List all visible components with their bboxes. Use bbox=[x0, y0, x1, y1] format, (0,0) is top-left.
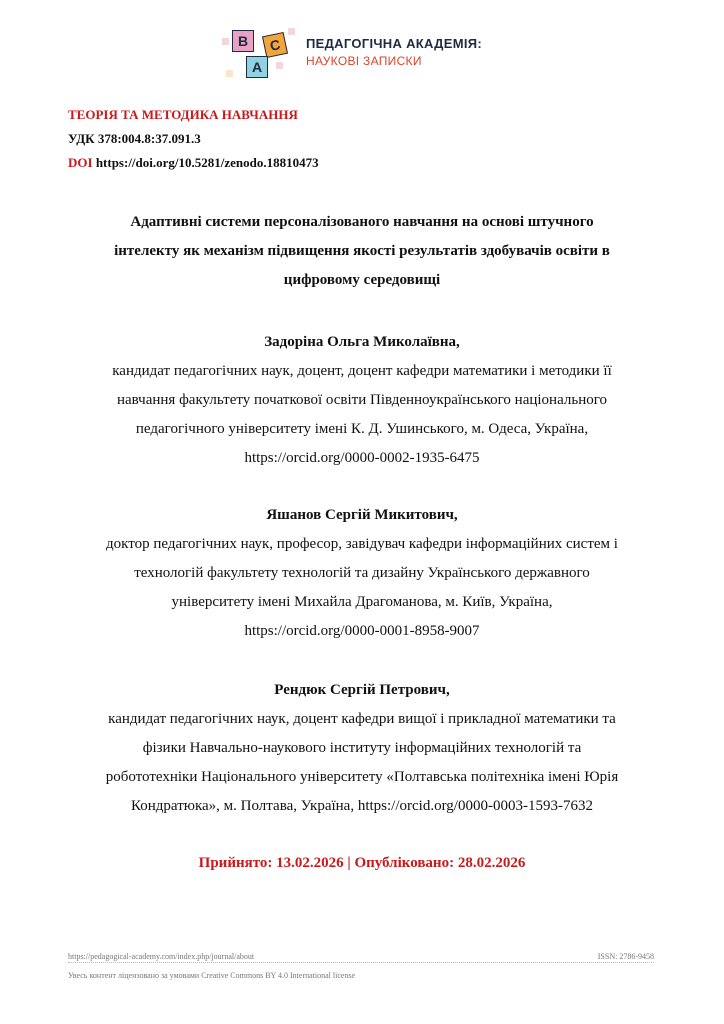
author-name: Задоріна Ольга Миколаївна, bbox=[264, 334, 460, 350]
decor-square bbox=[288, 28, 295, 35]
article-title bbox=[60, 208, 664, 295]
author-affiliation-line: доктор педагогічних наук, професор, завідувач кафедри інформаційних систем і bbox=[106, 536, 618, 552]
abc-blocks-icon bbox=[216, 26, 300, 82]
author-name: Рендюк Сергій Петрович, bbox=[274, 682, 450, 698]
author-affiliation-line: робототехніки Національного університету «Полтавська політехніка імені Юрія bbox=[105, 769, 619, 785]
author-orcid-link[interactable]: https://orcid.org/0000-0002-1935-6475 bbox=[244, 450, 480, 466]
author-affiliation-line: навчання факультету початкової освіти Південноукраїнського національного bbox=[116, 392, 608, 408]
logo-subtitle: НАУКОВІ ЗАПИСКИ bbox=[306, 54, 422, 68]
logo-text bbox=[306, 36, 482, 68]
author-affiliation-line: кандидат педагогічних наук, доцент кафедри вищої і прикладної математики та bbox=[108, 711, 616, 727]
title-line: інтелекту як механізм підвищення якості результатів здобувачів освіти в bbox=[114, 243, 610, 259]
letter-block-c: C bbox=[262, 32, 288, 58]
letter-block-a: A bbox=[246, 56, 268, 78]
journal-logo bbox=[216, 26, 536, 82]
title-line: цифровому середовищі bbox=[283, 272, 441, 288]
author-block bbox=[60, 328, 664, 473]
author-affiliation-line: кандидат педагогічних наук, доцент, доцент кафедри математики і методики її bbox=[112, 363, 612, 379]
author-block bbox=[60, 676, 664, 821]
author-block bbox=[60, 501, 664, 646]
footer-journal-link[interactable]: https://pedagogical-academy.com/index.php/journal/about bbox=[68, 952, 255, 961]
footer-license: Увесь контент ліцензовано за умовами Creative Commons BY 4.0 International license bbox=[68, 971, 356, 980]
doi-label: DOI bbox=[68, 155, 93, 170]
article-meta bbox=[68, 106, 319, 178]
footer-divider bbox=[68, 962, 654, 963]
author-orcid-link[interactable]: https://orcid.org/0000-0001-8958-9007 bbox=[244, 623, 480, 639]
footer-issn: ISSN: 2786-9458 bbox=[597, 952, 654, 961]
decor-square bbox=[276, 62, 283, 69]
author-affiliation-line: університету імені Михайла Драгоманова, м. Київ, Україна, bbox=[171, 594, 553, 610]
author-affiliation-line: фізики Навчально-наукового інституту інформаційних технологій та bbox=[142, 740, 582, 756]
decor-square bbox=[226, 70, 233, 77]
doi-line bbox=[68, 154, 319, 178]
decor-square bbox=[222, 38, 229, 45]
letter-block-b: B bbox=[232, 30, 254, 52]
publication-dates: Прийнято: 13.02.2026 | Опубліковано: 28.02.2026 bbox=[198, 855, 526, 871]
section-heading: ТЕОРІЯ ТА МЕТОДИКА НАВЧАННЯ bbox=[68, 107, 298, 122]
udc-code: УДК 378:004.8:37.091.3 bbox=[68, 131, 201, 146]
author-name: Яшанов Сергій Микитович, bbox=[266, 507, 458, 523]
doi-link[interactable]: https://doi.org/10.5281/zenodo.18810473 bbox=[95, 155, 319, 170]
logo-title: ПЕДАГОГІЧНА АКАДЕМІЯ: bbox=[306, 36, 483, 51]
author-affiliation-line: педагогічного університету імені К. Д. Ушинського, м. Одеса, Україна, bbox=[135, 421, 589, 437]
author-affiliation-line: Кондратюка», м. Полтава, Україна, https://orcid.org/0000-0003-1593-7632 bbox=[131, 798, 593, 814]
title-line: Адаптивні системи персоналізованого навчання на основі штучного bbox=[130, 214, 594, 230]
author-affiliation-line: технологій факультету технологій та дизайну Українського державного bbox=[134, 565, 590, 581]
